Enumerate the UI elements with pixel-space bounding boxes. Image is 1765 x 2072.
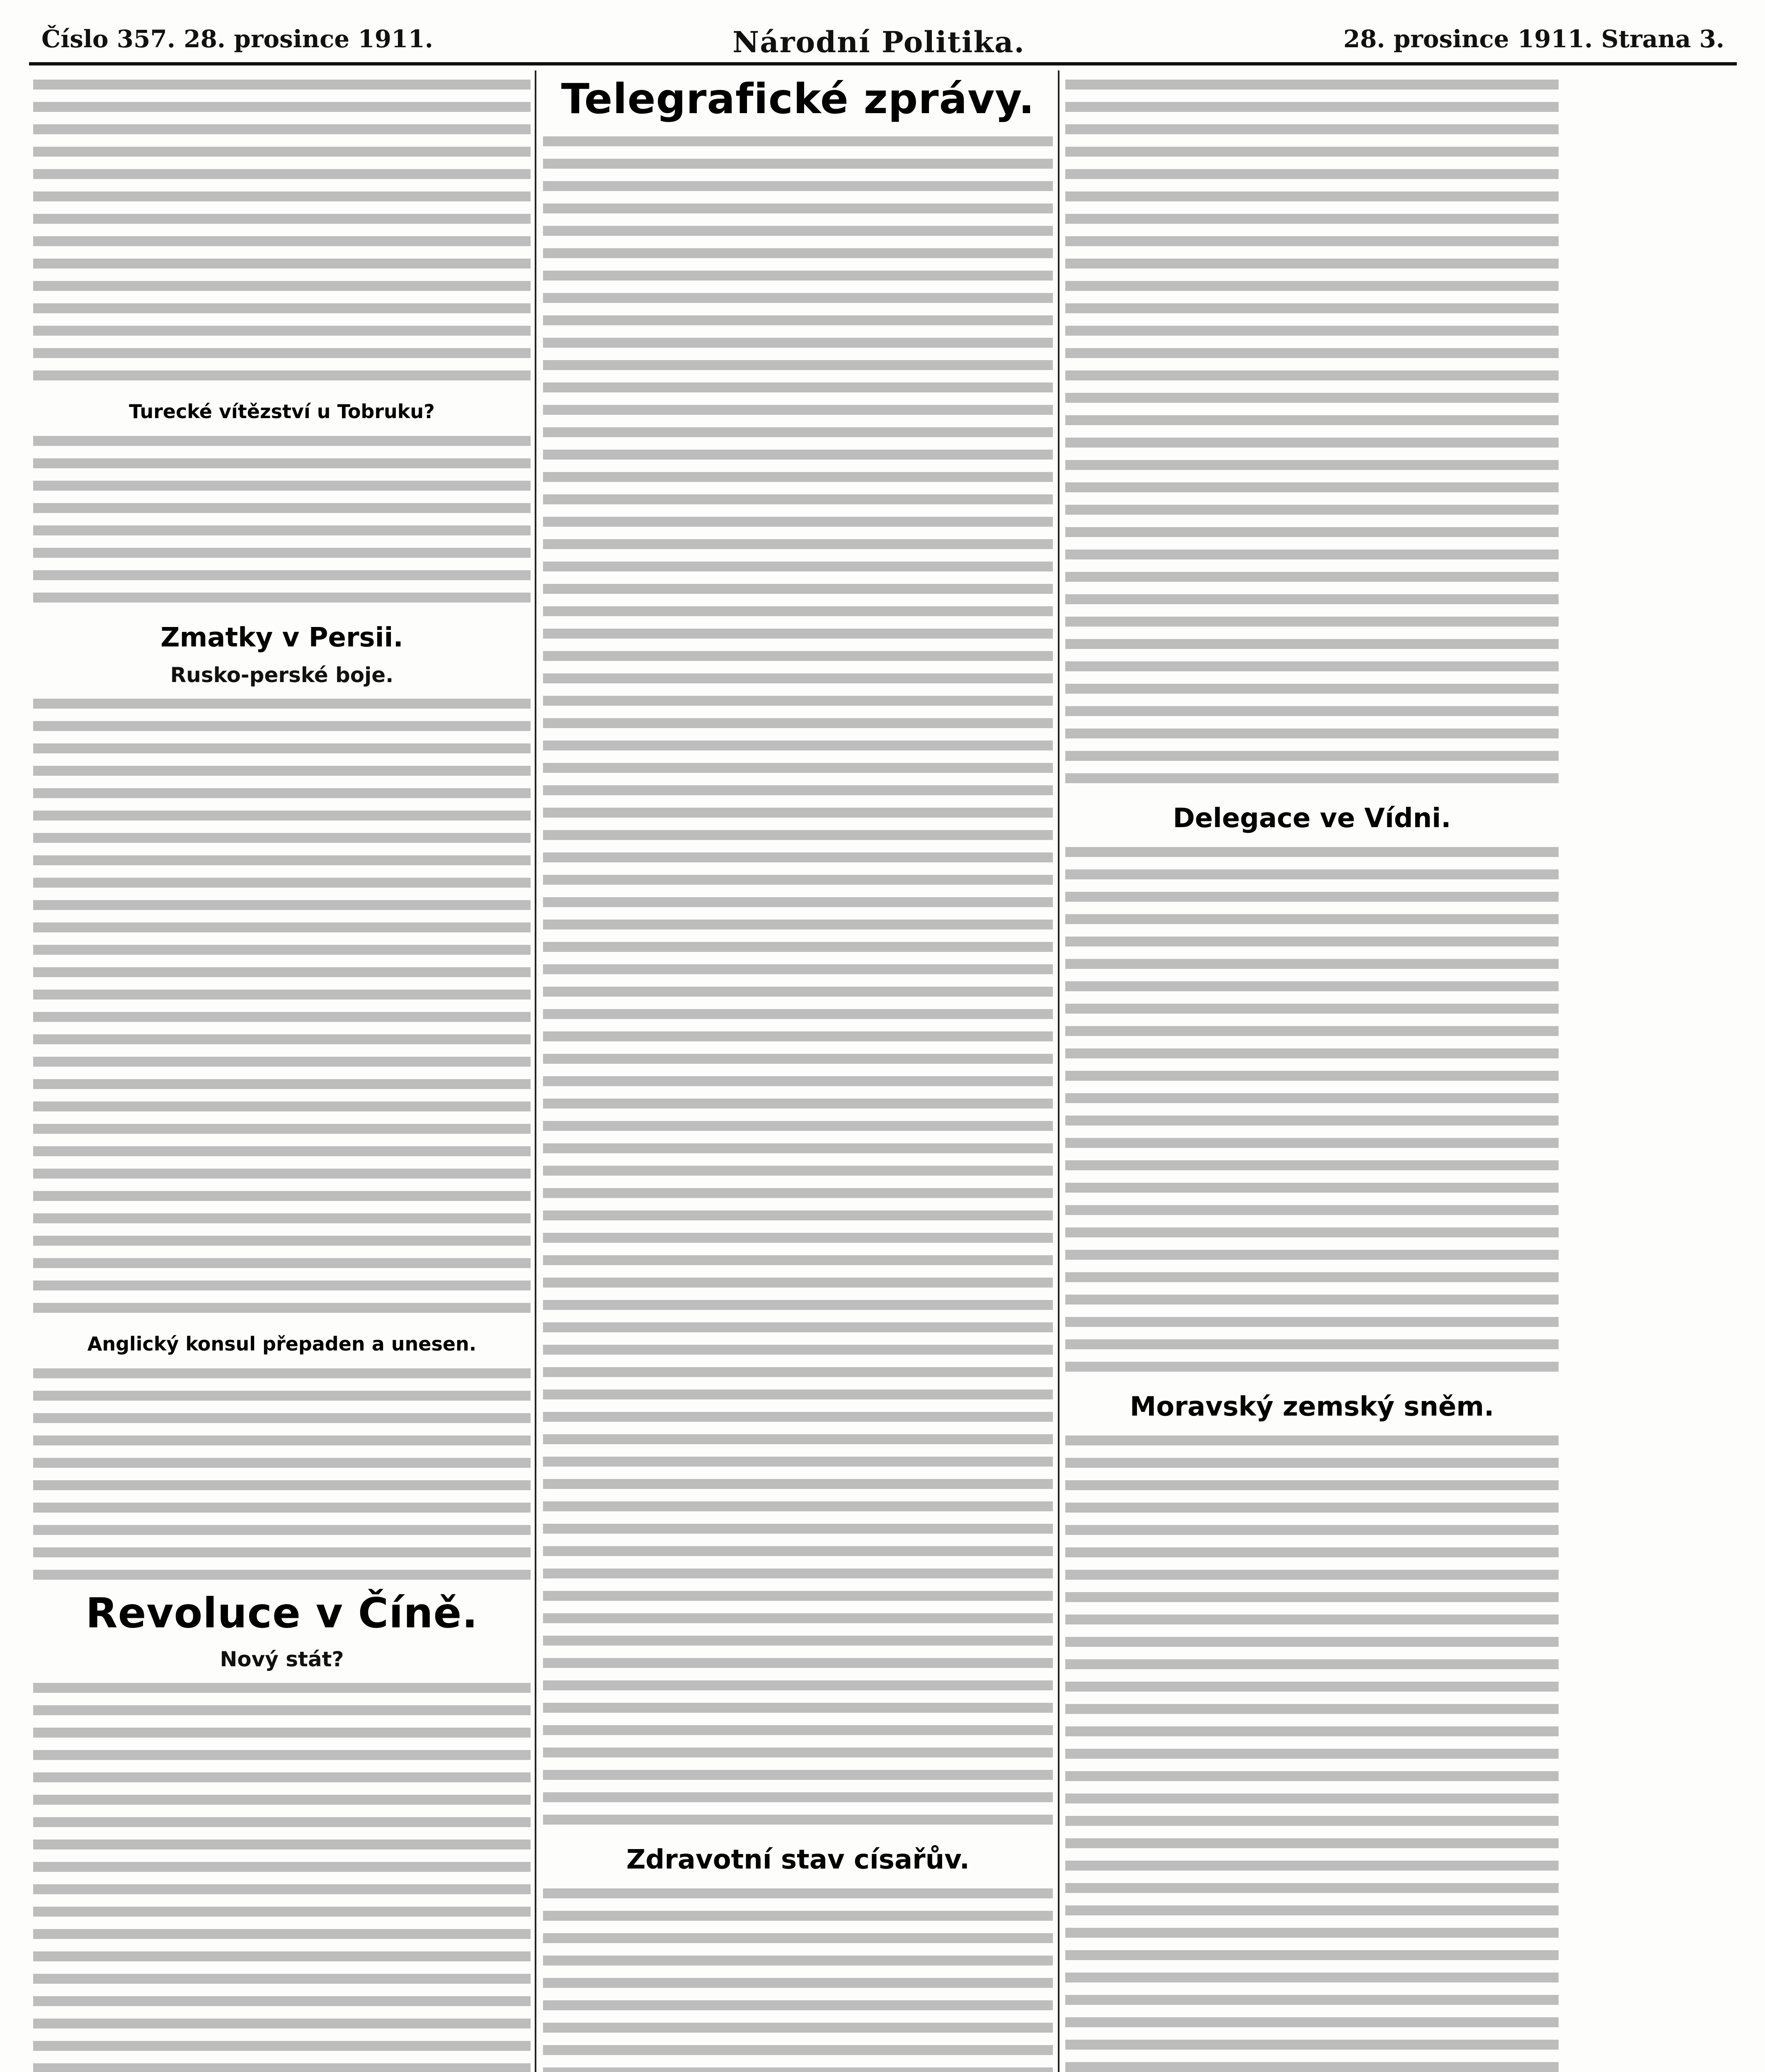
page-header [29,17,1737,65]
page-number: 28. prosince 1911. Strana 3. [1343,25,1724,53]
article-body [33,433,531,606]
article-headline: Zmatky v Persii. [160,622,403,653]
column-rule [535,70,536,2072]
article-body [1065,76,1559,787]
article-headline: Delegace ve Vídni. [1173,803,1451,834]
issue-number: Číslo 357. 28. prosince 1911. [41,25,433,53]
article-body [543,133,1053,1828]
article-body [33,1365,531,1583]
article-subheadline: Nový stát? [220,1647,344,1671]
article-subheadline: Rusko-perské boje. [170,663,394,687]
article-headline: Turecké vítězství u Tobruku? [129,400,435,423]
column-rule [1058,70,1059,2072]
article-body [1065,844,1559,1375]
masthead-title: Národní Politika. [732,25,1025,59]
article-body [1065,1432,1559,2072]
column-3 [1065,70,1559,2072]
article-headline: Zdravotní stav císařův. [626,1844,970,1875]
section-headline: Telegrafické zprávy. [561,75,1035,123]
article-headline: Revoluce v Číně. [85,1589,478,1637]
column-2 [543,70,1053,2072]
article-body [33,1680,531,2072]
article-headline: Moravský zemský sněm. [1130,1392,1494,1422]
column-1 [33,70,531,2072]
article-body [33,76,531,384]
article-headline: Anglický konsul přepaden a unesen. [87,1333,477,1355]
article-body [33,695,531,1316]
article-body [543,1885,1053,2072]
